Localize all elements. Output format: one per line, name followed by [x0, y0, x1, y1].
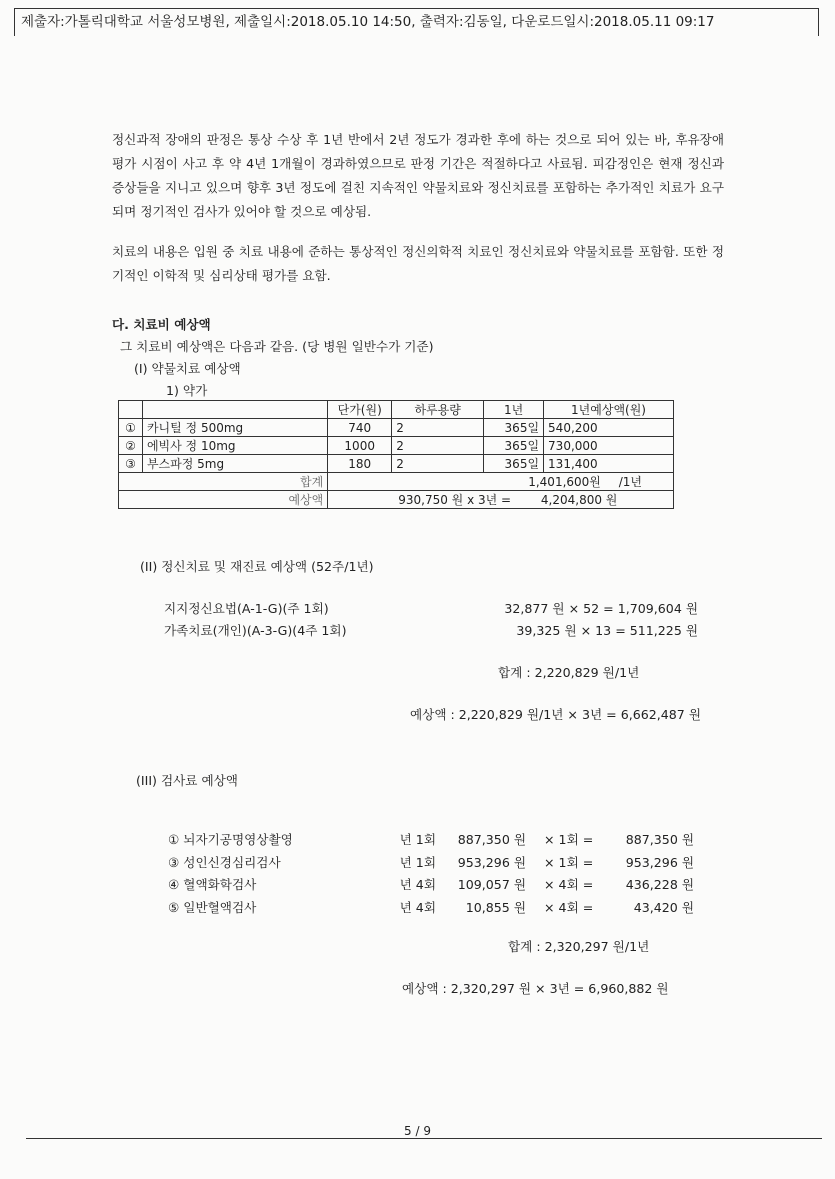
psychotherapy-total: 합계 : 2,220,829 원/1년 [498, 665, 640, 680]
psychotherapy-item-label: 가족치료(개인)(A-3-G)(4주 1회) [164, 623, 347, 638]
table-row [119, 455, 674, 473]
subsection-medication: (I) 약물치료 예상액 [134, 361, 241, 376]
footer-divider [26, 1138, 822, 1139]
psychotherapy-item-calc: 32,877 원 × 52 = 1,709,604 원 [504, 601, 698, 616]
unit-price: 180 [328, 455, 392, 473]
exam-item-freq: 년 1회 [399, 854, 436, 870]
table-header-row [119, 401, 674, 419]
exam-freq-column [378, 829, 436, 920]
exam-estimate: 예상액 : 2,320,297 원 × 3년 = 6,960,882 원 [402, 981, 669, 996]
estimate-cell [328, 491, 674, 509]
unit-price: 740 [328, 419, 392, 437]
psychotherapy-item-label: 지지정신요법(A-1-G)(주 1회) [164, 601, 329, 616]
exam-item-freq: 년 1회 [399, 832, 436, 847]
drug-name: 카니틸 정 500mg [142, 419, 327, 437]
year-days: 365일 [484, 437, 544, 455]
exam-title: (III) 검사료 예상액 [136, 773, 238, 788]
header-cell: 단가(원) [328, 401, 392, 419]
exam-item-amount: 436,228 원 [625, 877, 694, 893]
daily-dose: 2 [392, 437, 484, 455]
exam-item-amount: 953,296 원 [625, 854, 694, 870]
table-estimate-row [119, 491, 674, 509]
psychotherapy-item-calc: 39,325 원 × 13 = 511,225 원 [516, 623, 698, 638]
exam-item-freq: 년 4회 [399, 900, 436, 916]
total-unit: /1년 [618, 475, 642, 489]
exam-mult-column [544, 829, 593, 920]
annual-amount: 540,200 [544, 419, 674, 437]
header-cell: 1년예상액(원) [544, 401, 674, 419]
section-title: 다. 치료비 예상액 [112, 317, 211, 332]
exam-item-mult: × 4회 = [544, 877, 594, 893]
header-text: 제출자:가톨릭대학교 서울성모병원, 제출일시:2018.05.10 14:50, 출력자:김동일, 다운로드일시:2018.05.11 09:17 [21, 14, 715, 30]
exam-item-price: 887,350 원 [457, 832, 526, 847]
table-row [119, 419, 674, 437]
row-number: ② [119, 437, 143, 455]
exam-item-price: 10,855 원 [465, 900, 526, 916]
paragraph-assessment: 정신과적 장애의 판정은 통상 수상 후 1년 반에서 2년 정도가 경과한 후에 하는 것으로 되어 있는 바, 후유장애 평가 시점이 사고 후 약 4년 1개월이 경과하였으므로 판정 기간은 적절하다고 사료됨. 피감정인은 현재 정신과 증상들을 지니고 있으며 향후 3년 정도에 걸친 지속적인 약물치료와 정신치료를 포함하는 추가적인 치료가 요구되며 정기적인 검사가 있어야 할 것으로 예상됨. [112, 132, 724, 219]
header-cell: 1년 [484, 401, 544, 419]
year-days: 365일 [484, 419, 544, 437]
psychotherapy-title: (II) 정신치료 및 재진료 예상액 (52주/1년) [140, 559, 374, 574]
annual-amount: 730,000 [544, 437, 674, 455]
header-cell: 하루용량 [392, 401, 484, 419]
document-header [14, 8, 819, 36]
exam-item-label: ⑤ 일반혈액검사 [168, 900, 257, 916]
row-number: ① [119, 419, 143, 437]
estimate-value: 4,204,800 원 [540, 493, 618, 507]
table-total-row [119, 473, 674, 491]
year-days: 365일 [484, 455, 544, 473]
header-cell [142, 401, 327, 419]
exam-item-price: 953,296 원 [457, 854, 526, 870]
exam-item-amount: 43,420 원 [633, 900, 694, 916]
exam-amount-column [604, 829, 694, 920]
exam-item-amount: 887,350 원 [625, 832, 694, 847]
subsection-drug-price: 1) 약가 [166, 383, 208, 398]
exam-item-mult: × 1회 = [544, 854, 594, 870]
exam-item-label: ③ 성인신경심리검사 [168, 854, 281, 870]
exam-item-mult: × 4회 = [544, 900, 594, 916]
drug-name: 부스파정 5mg [142, 455, 327, 473]
exam-item-mult: × 1회 = [544, 832, 594, 847]
daily-dose: 2 [392, 419, 484, 437]
daily-dose: 2 [392, 455, 484, 473]
exam-total: 합계 : 2,320,297 원/1년 [508, 939, 650, 954]
paragraph-treatment: 치료의 내용은 입원 중 치료 내용에 준하는 통상적인 정신의학적 치료인 정신치료와 약물치료를 포함함. 또한 정기적인 이학적 및 심리상태 평가를 요함. [112, 244, 724, 283]
total-cell [328, 473, 674, 491]
table-row [119, 437, 674, 455]
total-label: 합계 [119, 473, 328, 491]
psychotherapy-estimate: 예상액 : 2,220,829 원/1년 × 3년 = 6,662,487 원 [410, 707, 701, 722]
header-cell [119, 401, 143, 419]
section-intro: 그 치료비 예상액은 다음과 같음. (당 병원 일반수가 기준) [120, 339, 434, 354]
exam-item-freq: 년 4회 [399, 877, 436, 893]
estimate-label: 예상액 [119, 491, 328, 509]
total-value: 1,401,600원 [528, 475, 601, 489]
unit-price: 1000 [328, 437, 392, 455]
drug-name: 에빅사 정 10mg [142, 437, 327, 455]
page-number: 5 / 9 [404, 1124, 431, 1138]
annual-amount: 131,400 [544, 455, 674, 473]
drug-cost-table [118, 400, 674, 509]
row-number: ③ [119, 455, 143, 473]
exam-item-label: ④ 혈액화학검사 [168, 877, 257, 893]
exam-price-column [440, 829, 526, 920]
exam-item-label: ① 뇌자기공명영상촬영 [168, 832, 293, 847]
exam-item-price: 109,057 원 [457, 877, 526, 893]
exam-label-column [168, 829, 293, 920]
estimate-calc: 930,750 원 x 3년 = [398, 493, 512, 507]
